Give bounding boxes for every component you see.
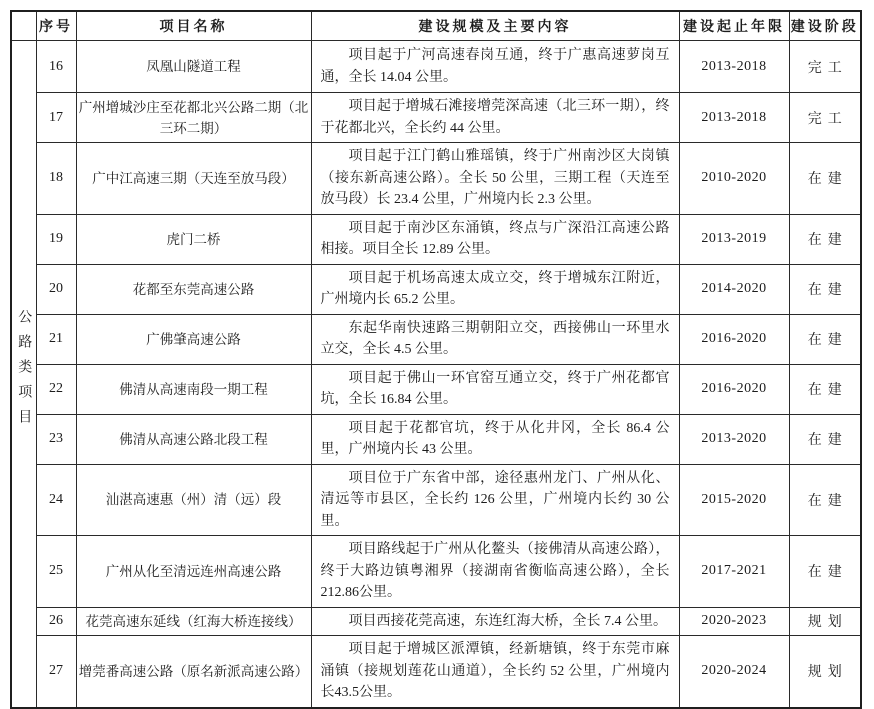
years-cell: 2013-2018 <box>679 93 789 143</box>
content-cell: 项目起于南沙区东涌镇，终点与广深沿江高速公路相接。项目全长 12.89 公里。 <box>311 214 679 264</box>
content-cell: 项目路线起于广州从化鳌头（接佛清从高速公路），终于大路边镇粤湘界（接湖南省衡临高速公路），全长212.86公里。 <box>311 536 679 608</box>
col-header-stage: 建设阶段 <box>789 11 861 41</box>
table-row-19 <box>11 214 861 264</box>
content-cell: 项目起于佛山一环官窑互通立交，终于广州花都官坑，全长 16.84 公里。 <box>311 364 679 414</box>
project-name-cell: 广佛肇高速公路 <box>76 314 311 364</box>
seq-cell: 18 <box>36 143 76 215</box>
header-row <box>11 11 861 41</box>
category-header-cell <box>11 11 36 41</box>
project-name-cell: 增莞番高速公路（原名新派高速公路） <box>76 636 311 708</box>
project-name-cell: 花莞高速东延线（红海大桥连接线） <box>76 607 311 636</box>
table-row-18 <box>11 143 861 215</box>
table-row-27 <box>11 636 861 708</box>
seq-cell: 19 <box>36 214 76 264</box>
years-cell: 2013-2020 <box>679 414 789 464</box>
years-cell: 2020-2024 <box>679 636 789 708</box>
seq-cell: 23 <box>36 414 76 464</box>
col-header-project-name: 项目名称 <box>76 11 311 41</box>
col-header-content: 建设规模及主要内容 <box>311 11 679 41</box>
project-name-cell: 花都至东莞高速公路 <box>76 264 311 314</box>
stage-cell: 在建 <box>789 214 861 264</box>
table-row-26 <box>11 607 861 636</box>
project-name-cell: 广州从化至清远连州高速公路 <box>76 536 311 608</box>
table-row-23 <box>11 414 861 464</box>
years-cell: 2013-2018 <box>679 41 789 93</box>
content-cell: 项目起于增城区派潭镇，经新塘镇，终于东莞市麻涌镇（接规划莲花山通道），全长约 52 公里，广州境内长43.5公里。 <box>311 636 679 708</box>
category-label-cell <box>11 41 36 708</box>
content-cell: 项目起于江门鹤山雅瑶镇，终于广州南沙区大岗镇（接东新高速公路）。全长 50 公里，三期工程（天连至放马段）长 23.4 公里，广州境内长 2.3 公里。 <box>311 143 679 215</box>
content-cell: 项目起于增城石滩接增莞深高速（北三环一期），终于花都北兴，全长约 44 公里。 <box>311 93 679 143</box>
seq-cell: 27 <box>36 636 76 708</box>
stage-cell: 在建 <box>789 364 861 414</box>
highway-projects-table <box>10 10 862 709</box>
project-name-cell: 佛清从高速南段一期工程 <box>76 364 311 414</box>
col-header-seq: 序号 <box>36 11 76 41</box>
table-row-17 <box>11 93 861 143</box>
years-cell: 2020-2023 <box>679 607 789 636</box>
stage-cell: 完工 <box>789 93 861 143</box>
years-cell: 2010-2020 <box>679 143 789 215</box>
table-row-24 <box>11 464 861 536</box>
project-name-cell: 佛清从高速公路北段工程 <box>76 414 311 464</box>
project-name-cell: 虎门二桥 <box>76 214 311 264</box>
project-name-cell: 广中江高速三期（天连至放马段） <box>76 143 311 215</box>
project-name-cell: 广州增城沙庄至花都北兴公路二期（北三环二期） <box>76 93 311 143</box>
content-cell: 东起华南快速路三期朝阳立交，西接佛山一环里水立交，全长 4.5 公里。 <box>311 314 679 364</box>
content-cell: 项目起于广河高速春岗互通，终于广惠高速萝岗互通，全长 14.04 公里。 <box>311 41 679 93</box>
table-row-21 <box>11 314 861 364</box>
content-cell: 项目起于机场高速太成立交，终于增城东江附近，广州境内长 65.2 公里。 <box>311 264 679 314</box>
table-row-22 <box>11 364 861 414</box>
years-cell: 2014-2020 <box>679 264 789 314</box>
stage-cell: 在建 <box>789 143 861 215</box>
table-row-16 <box>11 41 861 93</box>
stage-cell: 完工 <box>789 41 861 93</box>
table-row-20 <box>11 264 861 314</box>
table-row-25 <box>11 536 861 608</box>
content-cell: 项目西接花莞高速，东连红海大桥，全长 7.4 公里。 <box>311 607 679 636</box>
stage-cell: 在建 <box>789 414 861 464</box>
seq-cell: 21 <box>36 314 76 364</box>
years-cell: 2017-2021 <box>679 536 789 608</box>
project-name-cell: 凤凰山隧道工程 <box>76 41 311 93</box>
stage-cell: 在建 <box>789 464 861 536</box>
years-cell: 2013-2019 <box>679 214 789 264</box>
category-label: 公路类项目 <box>16 308 32 434</box>
stage-cell: 在建 <box>789 314 861 364</box>
col-header-years: 建设起止年限 <box>679 11 789 41</box>
stage-cell: 在建 <box>789 264 861 314</box>
seq-cell: 16 <box>36 41 76 93</box>
content-cell: 项目位于广东省中部，途径惠州龙门、广州从化、清远等市县区，全长约 126 公里，广州境内长约 30 公里。 <box>311 464 679 536</box>
seq-cell: 22 <box>36 364 76 414</box>
seq-cell: 20 <box>36 264 76 314</box>
content-cell: 项目起于花都官坑，终于从化井冈，全长 86.4 公里，广州境内长 43 公里。 <box>311 414 679 464</box>
stage-cell: 规划 <box>789 607 861 636</box>
years-cell: 2015-2020 <box>679 464 789 536</box>
stage-cell: 在建 <box>789 536 861 608</box>
seq-cell: 25 <box>36 536 76 608</box>
years-cell: 2016-2020 <box>679 314 789 364</box>
project-name-cell: 汕湛高速惠（州）清（远）段 <box>76 464 311 536</box>
seq-cell: 26 <box>36 607 76 636</box>
stage-cell: 规划 <box>789 636 861 708</box>
years-cell: 2016-2020 <box>679 364 789 414</box>
seq-cell: 24 <box>36 464 76 536</box>
seq-cell: 17 <box>36 93 76 143</box>
